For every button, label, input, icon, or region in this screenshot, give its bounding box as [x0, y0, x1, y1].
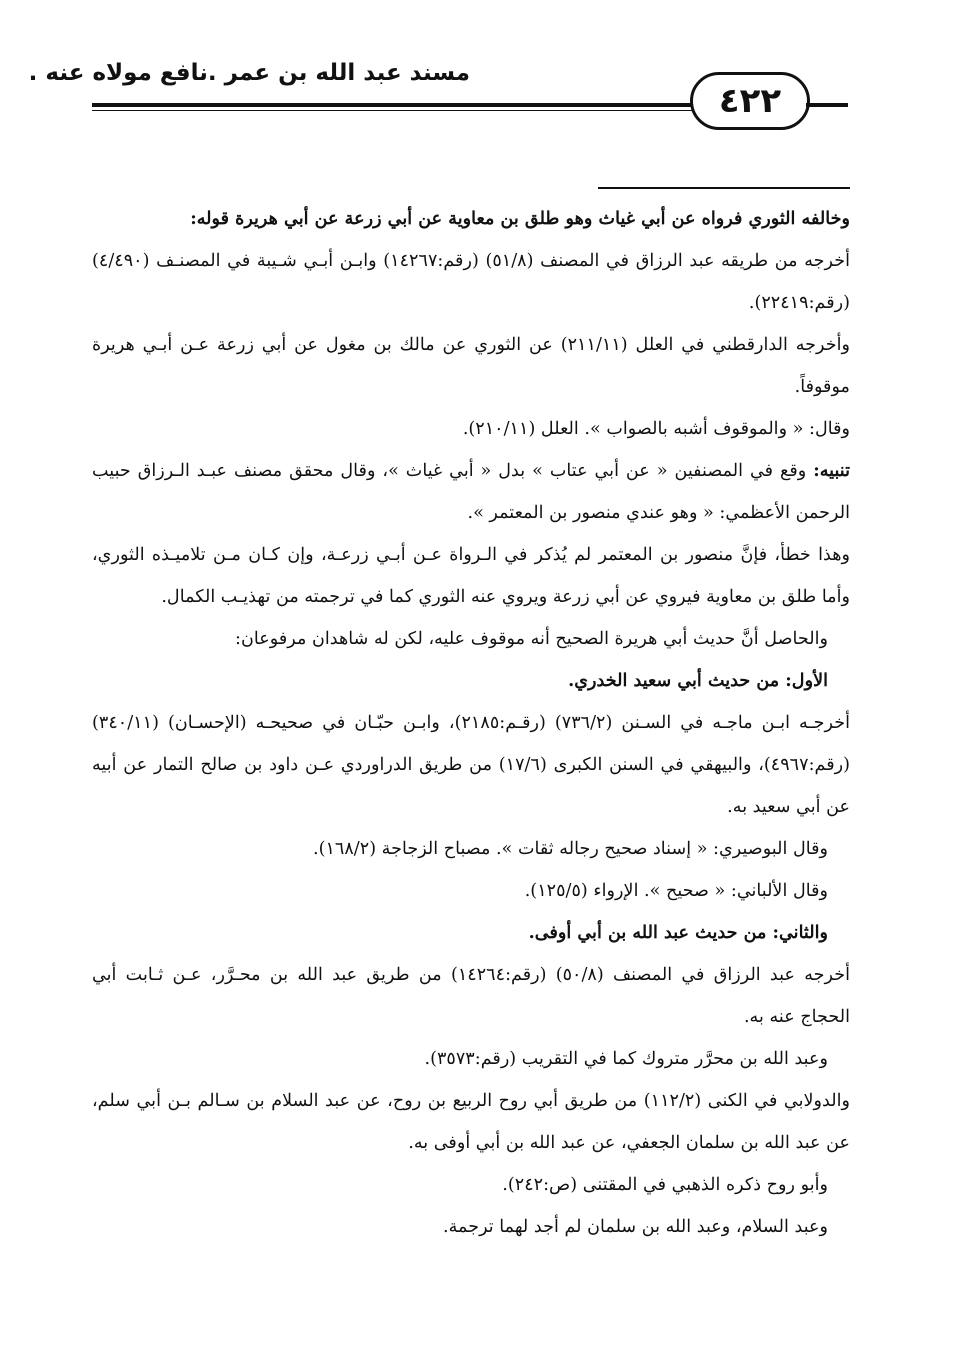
paragraph-dulabi [92, 1080, 850, 1164]
paragraph-text: والحاصل أنَّ حديث أبي هريرة الصحيح أنه موقوف عليه، لكن له شاهدان مرفوعان: [235, 629, 828, 649]
heading-first-witness [92, 660, 850, 702]
paragraph-busiri [92, 828, 850, 870]
paragraph-text: والدولابي في الكنى (١١٢/٢) من طريق أبي روح الربيع بن روح، عن عبد السلام بن سـالم بـن أبي سلم، عن عبد الله بن سلمان الجعفي، عن عبد الله بن أبي أوفى به. [92, 1091, 850, 1153]
paragraph-text: وعبد الله بن محرَّر متروك كما في التقريب (رقم:٣٥٧٣). [424, 1049, 828, 1069]
paragraph-text: وقال الألباني: « صحيح ». الإرواء (١٢٥/٥). [524, 881, 828, 901]
paragraph-thawri-variant [92, 198, 850, 240]
paragraph-albani [92, 870, 850, 912]
paragraph-text: أخرجـه ابـن ماجـه في السـنن (٧٣٦/٢) (رقـم:٢١٨٥)، وابـن حبّـان في صحيحـه (الإحسـان) (٣٤٠/١١) (رقم:٤٩٦٧)، والبيهقي في السنن الكبرى (١٧/٦) من طريق الدراوردي عـن داود بن صالح التمار عن أبيه عن أبي سعيد به. [92, 713, 850, 817]
note-lead: تنبيه: [813, 460, 850, 481]
header-rule-thin [92, 110, 692, 111]
paragraph-text: وقع في المصنفين « عن أبي عتاب » بدل « أبي غياث »، وقال محقق مصنف عبـد الـرزاق حبيب الرحمن الأعظمي: « وهو عندي منصور بن المعتمر ». [92, 461, 850, 523]
paragraph-text: وقال: « والموقوف أشبه بالصواب ». العلل (٢١٠/١١). [462, 419, 850, 439]
paragraph-text: الأول: من حديث أبي سعيد الخدري. [568, 670, 828, 691]
page-number: ٤٢٢ [718, 81, 782, 121]
paragraph-note [92, 450, 850, 534]
paragraph-abdrazzaq-takhrij [92, 240, 850, 324]
paragraph-text: وأبو روح ذكره الذهبي في المقتنى (ص:٢٤٢). [502, 1175, 828, 1195]
header-rule-right [806, 103, 848, 107]
running-title: مسند عبد الله بن عمر .نافع مولاه عنه . [28, 60, 470, 86]
paragraph-text: وقال البوصيري: « إسناد صحيح رجاله ثقات ». مصباح الزجاجة (١٦٨/٢). [312, 839, 828, 859]
paragraph-abu-rawh [92, 1164, 850, 1206]
paragraph-no-biography [92, 1206, 850, 1248]
paragraph-text: وأخرجه الدارقطني في العلل (٢١١/١١) عن الثوري عن مالك بن مغول عن أبي زرعة عـن أبـي هريرة موقوفاً. [92, 335, 851, 397]
paragraph-daraqutni [92, 324, 850, 408]
paragraph-abdrazzaq-second [92, 954, 850, 1038]
paragraph-conclusion [92, 618, 850, 660]
header-rule [92, 103, 692, 107]
section-separator [598, 187, 850, 189]
paragraph-text: وهذا خطأ، فإنَّ منصور بن المعتمر لم يُذكر في الـرواة عـن أبـي زرعـة، وإن كـان مـن تلاميـذه الثوري، وأما طلق بن معاوية فيروي عن أبي زرعة ويروي عنه الثوري كما في ترجمته من تهذيـب الكمال. [92, 545, 850, 607]
paragraph-text: وعبد السلام، وعبد الله بن سلمان لم أجد لهما ترجمة. [443, 1217, 828, 1237]
page-number-badge [690, 72, 810, 130]
paragraph-text: أخرجه من طريقه عبد الرزاق في المصنف (٥١/٨) (رقم:١٤٢٦٧) وابـن أبـي شـيبة في المصنـف (٤/٤٩٠) (رقم:٢٢٤١٩). [92, 251, 850, 313]
paragraph-ibn-majah [92, 702, 850, 828]
paragraph-ilal-quote [92, 408, 850, 450]
heading-second-witness [92, 912, 850, 954]
page-header [0, 0, 955, 140]
paragraph-text: والثاني: من حديث عبد الله بن أبي أوفى. [528, 922, 828, 943]
paragraph-muharrar [92, 1038, 850, 1080]
paragraph-text: وخالفه الثوري فرواه عن أبي غياث وهو طلق بن معاوية عن أبي زرعة عن أبي هريرة قوله: [190, 208, 850, 229]
paragraph-error-explanation [92, 534, 850, 618]
paragraph-text: أخرجه عبد الرزاق في المصنف (٥٠/٨) (رقم:١٤٢٦٤) من طريق عبد الله بن محـرَّر، عـن ثـابت أبي الحجاج عنه به. [92, 965, 850, 1027]
page-body [92, 198, 850, 1248]
